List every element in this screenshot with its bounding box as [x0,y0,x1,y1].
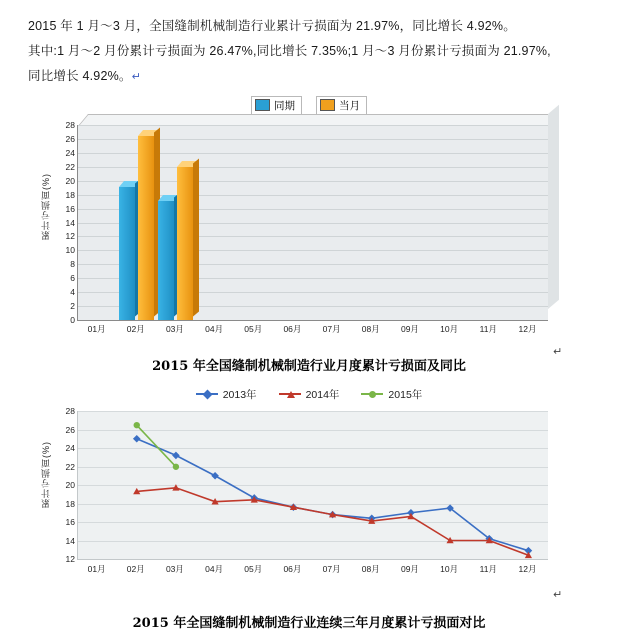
y-tick-label: 16 [65,203,75,214]
y-tick-label: 20 [65,175,75,186]
y-tick-label: 8 [70,259,75,270]
y-tick-label: 26 [65,133,75,144]
series-marker-2013年 [211,472,219,480]
line-chart-panel [77,411,548,560]
legend-label-current-month: 当月 [339,99,360,112]
line-chart-series [78,411,548,559]
bar-chart-panel [77,125,548,321]
bar-chart-plot [41,120,577,340]
bar-group [431,125,470,320]
legend-item-current-month [316,96,367,115]
y-tick-label: 18 [65,498,75,509]
x-tick-label: 10月 [440,564,459,574]
legend-item-2013 [196,387,257,402]
legend-line-marker-icon [196,389,218,399]
bar-current-month [177,167,193,320]
legend-label-2013: 2013年 [222,388,257,401]
series-line-2014年 [137,488,529,556]
bar-group [156,125,195,320]
bar-group [509,125,548,320]
x-tick-label: 12月 [518,324,537,334]
x-tick-label: 09月 [400,324,419,334]
legend-item-2015 [361,387,422,402]
x-tick-label: 08月 [361,564,380,574]
x-tick-label: 06月 [283,564,302,574]
series-line-2015年 [137,425,176,467]
pilcrow-mark-1: ↵ [131,71,142,83]
x-tick-label: 11月 [479,564,497,574]
bar-group [352,125,391,320]
y-tick-label: 4 [70,287,75,298]
x-tick-label: 07月 [322,324,341,334]
y-tick-label: 28 [65,406,75,416]
line-chart-container [0,385,618,605]
legend-line-marker-icon [361,389,383,399]
y-tick-label: 14 [65,535,75,546]
legend-swatch-icon [255,99,270,111]
series-marker-2013年 [133,435,141,443]
x-tick-label: 01月 [87,324,106,334]
x-tick-label: 04月 [205,324,224,334]
y-tick-label: 0 [70,315,75,325]
y-tick-label: 22 [65,461,75,472]
line-chart-plot [41,406,577,581]
x-tick-label: 02月 [126,564,145,574]
bar-group [391,125,430,320]
line-chart-y-ticks [53,406,75,564]
y-tick-label: 12 [65,554,75,564]
y-tick-label: 10 [65,245,75,256]
bar-group [235,125,274,320]
legend-label-2015: 2015年 [388,388,423,401]
bar-chart-bars [78,125,548,320]
bar-current-month [138,136,154,320]
bar-group [78,125,117,320]
y-tick-label: 6 [70,273,75,284]
y-tick-label: 14 [65,217,75,228]
legend-item-same-period [251,96,302,115]
y-tick-label: 24 [65,443,75,453]
article-paragraph [28,14,594,90]
y-tick-label: 2 [70,301,75,312]
legend-item-2014 [279,387,340,402]
line-chart-caption: 2015 年全国缝制机械制造行业连续三年月度累计亏损面对比 [132,616,486,631]
x-tick-label: 03月 [165,564,184,574]
x-tick-label: 12月 [518,564,537,574]
y-tick-label: 16 [65,517,75,527]
bar-same-period [158,201,174,320]
y-tick-label: 12 [65,231,75,242]
bar-chart-y-ticks [53,120,75,325]
x-tick-label: 11月 [479,324,497,334]
y-tick-label: 22 [65,161,75,172]
series-marker-2015年 [173,464,179,470]
bar-chart-legend [0,95,618,115]
x-tick-label: 01月 [87,564,106,574]
x-tick-label: 05月 [244,564,263,574]
y-tick-label: 26 [65,424,75,435]
bar-group [313,125,352,320]
x-tick-label: 10月 [440,324,459,334]
series-marker-2013年 [172,452,180,460]
pilcrow-mark-2: ↵ [553,346,563,358]
bar-same-period [119,187,135,320]
x-tick-label: 09月 [400,564,419,574]
bar-group [274,125,313,320]
bar-group [196,125,235,320]
bar-chart-caption: 2015 年全国缝制机械制造行业月度累计亏损面及同比 [152,359,466,374]
x-tick-label: 05月 [244,324,263,334]
bar-chart-x-ticks [77,323,547,339]
x-tick-label: 03月 [165,324,184,334]
line-chart-y-axis-label: 累计亏损面(%) [41,441,51,508]
paragraph-line-1: 2015 年 1 月～3 月，全国缝制机械制造行业累计亏损面为 21.97%，同比增长 4.92%。 [28,19,516,33]
legend-swatch-icon [320,99,335,111]
x-tick-label: 06月 [283,324,302,334]
bar-chart-container [0,95,618,365]
x-tick-label: 02月 [126,324,145,334]
y-tick-label: 20 [65,480,75,490]
legend-label-2014: 2014年 [305,388,340,401]
legend-label-same-period: 同期 [274,99,295,112]
bar-chart-y-axis-label: 累计亏损面(%) [41,173,51,240]
y-tick-label: 24 [65,147,75,158]
bar-group [470,125,509,320]
paragraph-line-2: 其中:1 月～2 月份累计亏损面为 26.47%,同比增长 7.35%;1 月～3 月份累计亏损面为 21.97%, [28,44,551,58]
x-tick-label: 08月 [361,324,380,334]
x-tick-label: 04月 [205,564,224,574]
bar-group [117,125,156,320]
series-marker-2015年 [134,422,140,428]
x-tick-label: 07月 [322,564,341,574]
y-tick-label: 18 [65,189,75,200]
pilcrow-mark-3: ↵ [553,589,563,601]
y-tick-label: 28 [65,120,75,130]
legend-line-marker-icon [279,389,301,399]
line-chart-x-ticks [77,563,547,579]
paragraph-line-3: 同比增长 4.92%。 [28,69,132,83]
line-chart-legend [0,385,618,403]
